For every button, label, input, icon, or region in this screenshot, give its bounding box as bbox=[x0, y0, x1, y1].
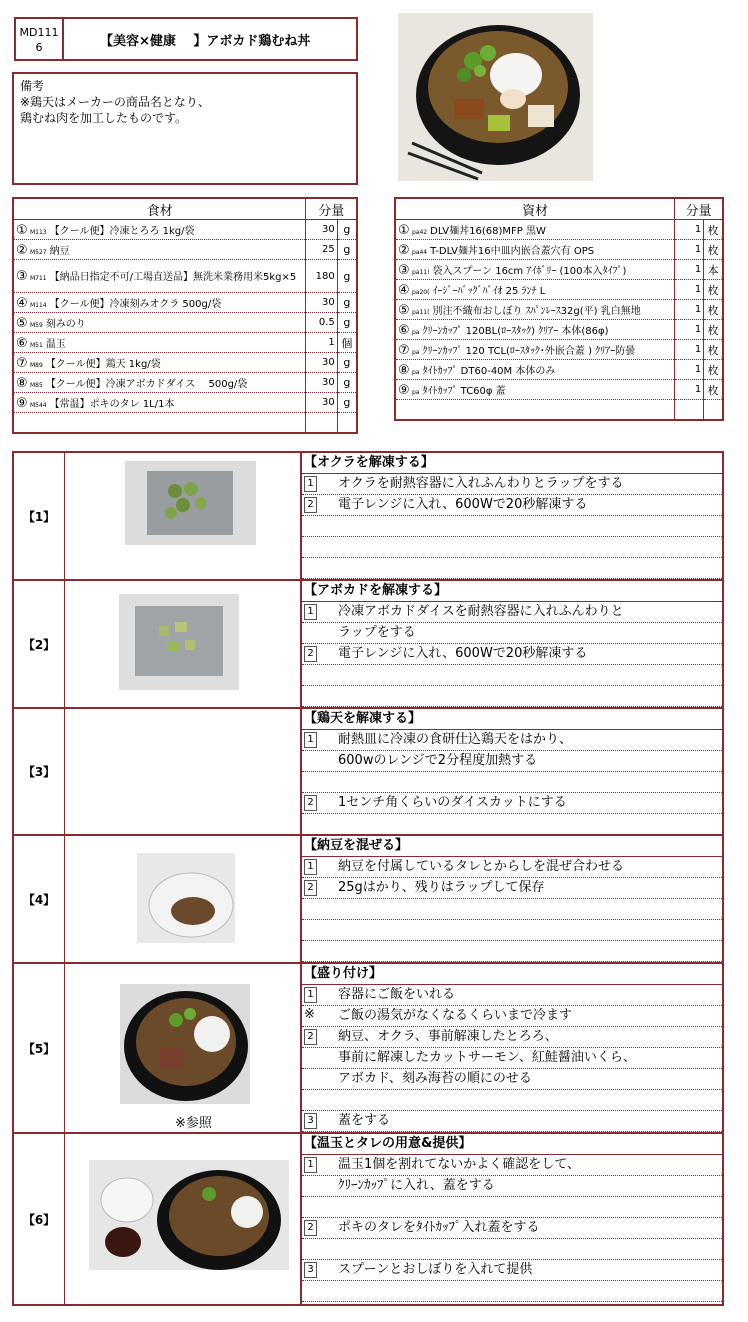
instruction-text: 25gはかり、残りはラップして保存 bbox=[338, 880, 545, 895]
item-code: M51 bbox=[30, 341, 43, 349]
item-code: M59 bbox=[30, 321, 43, 329]
item-qty: 30 bbox=[306, 353, 337, 373]
instruction-line bbox=[302, 1090, 722, 1111]
table-row bbox=[13, 393, 357, 413]
item-name-cell bbox=[395, 280, 675, 300]
item-number: ④ bbox=[16, 295, 28, 311]
instruction-text: 温玉1個を割れてないかよく確認をして、 bbox=[338, 1157, 581, 1172]
step-mark: 1 bbox=[304, 476, 317, 492]
instruction-line bbox=[302, 1111, 722, 1132]
instruction-text: 1センチ角くらいのダイスカットにする bbox=[338, 795, 567, 810]
item-code: pa bbox=[412, 328, 420, 336]
step-mark: 1 bbox=[304, 859, 317, 875]
item-name-cell bbox=[395, 220, 675, 240]
instruction-text: ご飯の湯気がなくなるくらいまで冷ます bbox=[338, 1008, 573, 1023]
item-qty: 1 bbox=[675, 380, 704, 400]
table-row bbox=[395, 340, 723, 360]
table-row bbox=[395, 280, 723, 300]
item-qty: 1 bbox=[675, 260, 704, 280]
instruction-line bbox=[302, 1281, 722, 1302]
item-number: ⑨ bbox=[16, 395, 28, 411]
instruction-text: ｸﾘｰﾝｶｯﾌﾟに入れ、蓋をする bbox=[338, 1178, 495, 1193]
instruction-line bbox=[302, 1260, 722, 1281]
item-name-cell bbox=[13, 393, 306, 413]
table-row bbox=[395, 240, 723, 260]
step-mark: 2 bbox=[304, 1029, 317, 1045]
instruction-text: スプーンとおしぼりを入れて提供 bbox=[338, 1262, 533, 1277]
table-row bbox=[13, 413, 357, 434]
step-title: 【オクラを解凍する】 bbox=[302, 453, 722, 474]
recipe-code: MD111 6 bbox=[14, 17, 64, 61]
table-row bbox=[395, 320, 723, 340]
instruction-text: 容器にご飯をいれる bbox=[338, 987, 456, 1002]
item-qty: 0.5 bbox=[306, 313, 337, 333]
step-mark: 3 bbox=[304, 1113, 317, 1129]
item-unit: g bbox=[337, 293, 357, 313]
item-unit: 枚 bbox=[704, 240, 723, 260]
step-row bbox=[14, 836, 722, 964]
step-title: 【盛り付け】 bbox=[302, 964, 722, 985]
instruction-line bbox=[302, 602, 722, 623]
item-qty: 1 bbox=[675, 240, 704, 260]
step-instructions bbox=[302, 581, 722, 707]
instruction-line bbox=[302, 495, 722, 516]
item-unit: 枚 bbox=[704, 320, 723, 340]
materials-header-name: 資材 bbox=[395, 198, 675, 220]
item-name-cell bbox=[13, 373, 306, 393]
note-line: 鶏むね肉を加工したものです。 bbox=[20, 111, 188, 125]
item-name: 刻みのり bbox=[45, 318, 86, 330]
item-name-cell bbox=[13, 220, 306, 240]
step-instructions bbox=[302, 1134, 722, 1304]
item-name: 別注不織布おしぼり ｽﾊﾟﾝﾚｰｽ32g(平) 乳白無地 bbox=[432, 305, 641, 317]
item-unit: 枚 bbox=[704, 220, 723, 240]
step-instructions bbox=[302, 964, 722, 1132]
item-name-cell bbox=[395, 380, 675, 400]
step-photo-cell bbox=[65, 581, 302, 707]
item-qty: 1 bbox=[675, 340, 704, 360]
table-row bbox=[395, 400, 723, 421]
step-mark: 1 bbox=[304, 987, 317, 1003]
note-box bbox=[12, 72, 358, 185]
step-photo-cell bbox=[65, 1134, 302, 1304]
item-code: pa bbox=[412, 388, 420, 396]
step-photo-cell bbox=[65, 709, 302, 834]
item-number: ④ bbox=[398, 282, 410, 298]
note-title: 備考 bbox=[20, 79, 45, 93]
table-row bbox=[395, 260, 723, 280]
step-number: 【2】 bbox=[14, 581, 65, 707]
item-code: M114 bbox=[30, 301, 47, 309]
step-photo bbox=[119, 594, 239, 690]
ingredients-header-qty: 分量 bbox=[306, 198, 357, 220]
step-mark: 2 bbox=[304, 646, 317, 662]
instruction-text: 納豆、オクラ、事前解凍したとろろ、 bbox=[338, 1029, 558, 1044]
item-qty: 25 bbox=[306, 240, 337, 260]
instruction-line bbox=[302, 686, 722, 707]
instruction-line bbox=[302, 1197, 722, 1218]
step-instructions bbox=[302, 836, 722, 962]
item-name-cell bbox=[13, 333, 306, 353]
instruction-line bbox=[302, 857, 722, 878]
instruction-line bbox=[302, 920, 722, 941]
instruction-line bbox=[302, 941, 722, 962]
item-unit: 枚 bbox=[704, 300, 723, 320]
instruction-line bbox=[302, 474, 722, 495]
item-code: pa20( bbox=[412, 288, 430, 296]
item-name: ｸﾘｰﾝｶｯﾌﾟ 120BL(ﾛｰｽﾀｯｸ) ｸﾘｱｰ 本体(86φ) bbox=[422, 325, 609, 337]
step-title: 【アボカドを解凍する】 bbox=[302, 581, 722, 602]
instruction-text: アボカド、刻み海苔の順にのせる bbox=[338, 1071, 532, 1086]
step-mark: 1 bbox=[304, 1157, 317, 1173]
item-qty: 30 bbox=[306, 373, 337, 393]
item-name-cell bbox=[395, 320, 675, 340]
item-unit: 個 bbox=[337, 333, 357, 353]
item-number: ⑨ bbox=[398, 382, 410, 398]
step-instructions bbox=[302, 709, 722, 834]
item-name: 【納品日指定不可/工場直送品】無洗米業務用米5kg×5 bbox=[49, 272, 297, 283]
instruction-line bbox=[302, 1176, 722, 1197]
step-photo bbox=[125, 461, 256, 545]
instruction-line bbox=[302, 1048, 722, 1069]
item-code: M544 bbox=[30, 401, 47, 409]
table-row bbox=[13, 293, 357, 313]
item-name: 袋入スプーン 16cm ｱｲﾎﾞﾘｰ (100本入ﾀｲﾌﾟ) bbox=[432, 265, 627, 277]
step-mark: 1 bbox=[304, 604, 317, 620]
step-number: 【4】 bbox=[14, 836, 65, 962]
step-mark: 2 bbox=[304, 795, 317, 811]
recipe-title: 【美容×健康 】アボカド鶏むね丼 bbox=[62, 17, 358, 61]
instruction-line bbox=[302, 1155, 722, 1176]
item-number: ③ bbox=[16, 269, 28, 284]
instruction-line bbox=[302, 1006, 722, 1027]
item-number: ⑤ bbox=[16, 315, 28, 331]
item-code: pa bbox=[412, 348, 420, 356]
reference-note: ※参照 bbox=[175, 1116, 212, 1131]
item-code: M527 bbox=[30, 248, 47, 256]
step-mark: 2 bbox=[304, 497, 317, 513]
instruction-line bbox=[302, 558, 722, 579]
item-name-cell bbox=[395, 260, 675, 280]
item-number: ⑤ bbox=[398, 302, 410, 318]
steps-table bbox=[12, 451, 724, 1306]
item-name: 温玉 bbox=[45, 338, 66, 350]
step-number: 【1】 bbox=[14, 453, 65, 579]
item-unit: g bbox=[337, 313, 357, 333]
instruction-line bbox=[302, 899, 722, 920]
item-number: ① bbox=[398, 222, 410, 238]
item-code: pa11! bbox=[412, 268, 430, 276]
instruction-line bbox=[302, 1027, 722, 1048]
instruction-line bbox=[302, 772, 722, 793]
item-name: ﾀｲﾄｶｯﾌﾟ TC60φ 蓋 bbox=[422, 385, 506, 397]
item-unit: 枚 bbox=[704, 340, 723, 360]
item-number: ① bbox=[16, 222, 28, 238]
item-code: pa11( bbox=[412, 308, 430, 316]
ingredients-header-name: 食材 bbox=[13, 198, 306, 220]
instruction-line bbox=[302, 751, 722, 772]
item-name: ﾀｲﾄｶｯﾌﾟ DT60-40M 本体のみ bbox=[422, 365, 556, 377]
step-mark: ※ bbox=[304, 1007, 315, 1022]
instruction-text: ポキのタレをﾀｲﾄｶｯﾌﾟ入れ蓋をする bbox=[338, 1220, 540, 1235]
item-name: ｸﾘｰﾝｶｯﾌﾟ 120 TCL(ﾛｰｽﾀｯｸ･外嵌合蓋 ) ｸﾘｱｰ防曇 bbox=[422, 345, 636, 357]
step-photo-cell bbox=[65, 964, 302, 1132]
item-name: 納豆 bbox=[49, 245, 70, 257]
item-unit: 枚 bbox=[704, 380, 723, 400]
step-row bbox=[14, 453, 722, 581]
item-name: T-DLV麺丼16中皿内嵌合蓋穴有 OPS bbox=[430, 245, 595, 257]
instruction-line bbox=[302, 793, 722, 814]
item-code: M89 bbox=[30, 361, 43, 369]
materials-table bbox=[394, 197, 724, 421]
step-number: 【3】 bbox=[14, 709, 65, 834]
item-code: M711 bbox=[30, 275, 47, 282]
table-row bbox=[13, 313, 357, 333]
item-name-cell bbox=[13, 313, 306, 333]
item-number: ⑦ bbox=[16, 355, 28, 371]
step-row bbox=[14, 709, 722, 836]
item-unit: 枚 bbox=[704, 280, 723, 300]
step-photo-cell bbox=[65, 453, 302, 579]
step-number: 【6】 bbox=[14, 1134, 65, 1304]
step-photo bbox=[137, 853, 235, 943]
table-row bbox=[13, 240, 357, 260]
instruction-line bbox=[302, 814, 722, 835]
instruction-text: 納豆を付属しているタレとからしを混ぜ合わせる bbox=[338, 859, 625, 874]
instruction-text: 600wのレンジで2分程度加熱する bbox=[338, 753, 538, 768]
item-code: M85 bbox=[30, 381, 43, 389]
step-mark: 2 bbox=[304, 880, 317, 896]
item-unit: g bbox=[337, 220, 357, 240]
table-row bbox=[13, 260, 357, 293]
step-photo bbox=[120, 984, 250, 1104]
item-number: ⑧ bbox=[398, 362, 410, 378]
item-name: 【クール便】冷凍とろろ 1kg/袋 bbox=[49, 225, 195, 237]
table-row bbox=[395, 220, 723, 240]
item-number: ② bbox=[16, 242, 28, 258]
instruction-line bbox=[302, 516, 722, 537]
instruction-line bbox=[302, 1239, 722, 1260]
step-mark: 1 bbox=[304, 732, 317, 748]
step-row bbox=[14, 964, 722, 1134]
item-unit: g bbox=[337, 240, 357, 260]
main-dish-photo bbox=[398, 13, 593, 181]
step-title: 【温玉とタレの用意&提供】 bbox=[302, 1134, 722, 1155]
item-name-cell bbox=[13, 293, 306, 313]
item-qty: 1 bbox=[675, 220, 704, 240]
table-row bbox=[13, 333, 357, 353]
item-number: ⑧ bbox=[16, 375, 28, 391]
step-mark: 3 bbox=[304, 1262, 317, 1278]
step-photo-cell bbox=[65, 836, 302, 962]
note-line: ※鶏天はメーカーの商品名となり、 bbox=[20, 95, 210, 109]
item-unit: g bbox=[337, 373, 357, 393]
instruction-line bbox=[302, 730, 722, 751]
item-name-cell bbox=[395, 300, 675, 320]
item-name-cell bbox=[13, 260, 306, 293]
item-name: DLV麺丼16(68)MFP 黒W bbox=[430, 225, 546, 237]
item-name: 【常温】ポキのタレ 1L/1本 bbox=[49, 398, 175, 410]
step-row bbox=[14, 1134, 722, 1304]
instruction-line bbox=[302, 985, 722, 1006]
instruction-line bbox=[302, 623, 722, 644]
step-photo bbox=[89, 1160, 289, 1270]
materials-header-qty: 分量 bbox=[675, 198, 723, 220]
table-row bbox=[13, 353, 357, 373]
step-title: 【納豆を混ぜる】 bbox=[302, 836, 722, 857]
instruction-line bbox=[302, 537, 722, 558]
instruction-text: 耐熱皿に冷凍の食研仕込鶏天をはかり、 bbox=[338, 732, 573, 747]
instruction-text: ラップをする bbox=[338, 625, 416, 640]
item-number: ② bbox=[398, 242, 410, 258]
instruction-line bbox=[302, 644, 722, 665]
item-name-cell bbox=[395, 360, 675, 380]
item-name-cell bbox=[13, 353, 306, 373]
item-qty: 1 bbox=[675, 300, 704, 320]
instruction-text: オクラを耐熱容器に入れふんわりとラップをする bbox=[338, 476, 624, 491]
item-number: ⑥ bbox=[398, 322, 410, 338]
item-qty: 30 bbox=[306, 393, 337, 413]
step-row bbox=[14, 581, 722, 709]
table-row bbox=[395, 360, 723, 380]
step-instructions bbox=[302, 453, 722, 579]
step-mark: 2 bbox=[304, 1220, 317, 1236]
table-row bbox=[13, 220, 357, 240]
instruction-line bbox=[302, 1069, 722, 1090]
item-unit: g bbox=[337, 393, 357, 413]
instruction-text: 冷凍アボカドダイスを耐熱容器に入れふんわりと bbox=[338, 604, 624, 619]
item-qty: 1 bbox=[306, 333, 337, 353]
item-code: pa44 bbox=[412, 248, 428, 256]
item-name: 【クール便】鶏天 1kg/袋 bbox=[45, 358, 161, 370]
item-unit: g bbox=[337, 353, 357, 373]
item-name-cell bbox=[395, 240, 675, 260]
item-unit: 枚 bbox=[704, 360, 723, 380]
table-row bbox=[395, 300, 723, 320]
item-name: 【クール便】冷凍刻みオクラ 500g/袋 bbox=[49, 298, 222, 310]
table-row bbox=[395, 380, 723, 400]
item-qty: 1 bbox=[675, 360, 704, 380]
item-code: pa42 bbox=[412, 228, 428, 236]
instruction-text: 蓋をする bbox=[338, 1113, 391, 1128]
instruction-line bbox=[302, 1218, 722, 1239]
item-code: M113 bbox=[30, 228, 47, 236]
item-name: ｲｰｼﾞｰﾊﾞｯｸﾞﾊﾞｲｵ 25 ﾗﾝﾁ L bbox=[432, 285, 546, 297]
item-number: ⑥ bbox=[16, 335, 28, 351]
instruction-text: 電子レンジに入れ、600Wで20秒解凍する bbox=[338, 497, 588, 512]
item-qty: 30 bbox=[306, 293, 337, 313]
ingredients-table bbox=[12, 197, 358, 434]
item-name-cell bbox=[13, 240, 306, 260]
item-unit: g bbox=[337, 260, 357, 293]
item-qty: 1 bbox=[675, 320, 704, 340]
item-code: pa bbox=[412, 368, 420, 376]
item-qty: 180 bbox=[306, 260, 337, 293]
step-title: 【鶏天を解凍する】 bbox=[302, 709, 722, 730]
item-name: 【クール便】冷凍アボカドダイス 500g/袋 bbox=[45, 378, 248, 390]
instruction-text: 電子レンジに入れ、600Wで20秒解凍する bbox=[338, 646, 588, 661]
item-name-cell bbox=[395, 340, 675, 360]
instruction-line bbox=[302, 665, 722, 686]
instruction-text: 事前に解凍したカットサーモン、紅鮭醤油いくら、 bbox=[338, 1050, 636, 1065]
instruction-line bbox=[302, 878, 722, 899]
item-number: ③ bbox=[398, 262, 410, 278]
item-number: ⑦ bbox=[398, 342, 410, 358]
item-qty: 1 bbox=[675, 280, 704, 300]
table-row bbox=[13, 373, 357, 393]
item-qty: 30 bbox=[306, 220, 337, 240]
step-number: 【5】 bbox=[14, 964, 65, 1132]
item-unit: 本 bbox=[704, 260, 723, 280]
